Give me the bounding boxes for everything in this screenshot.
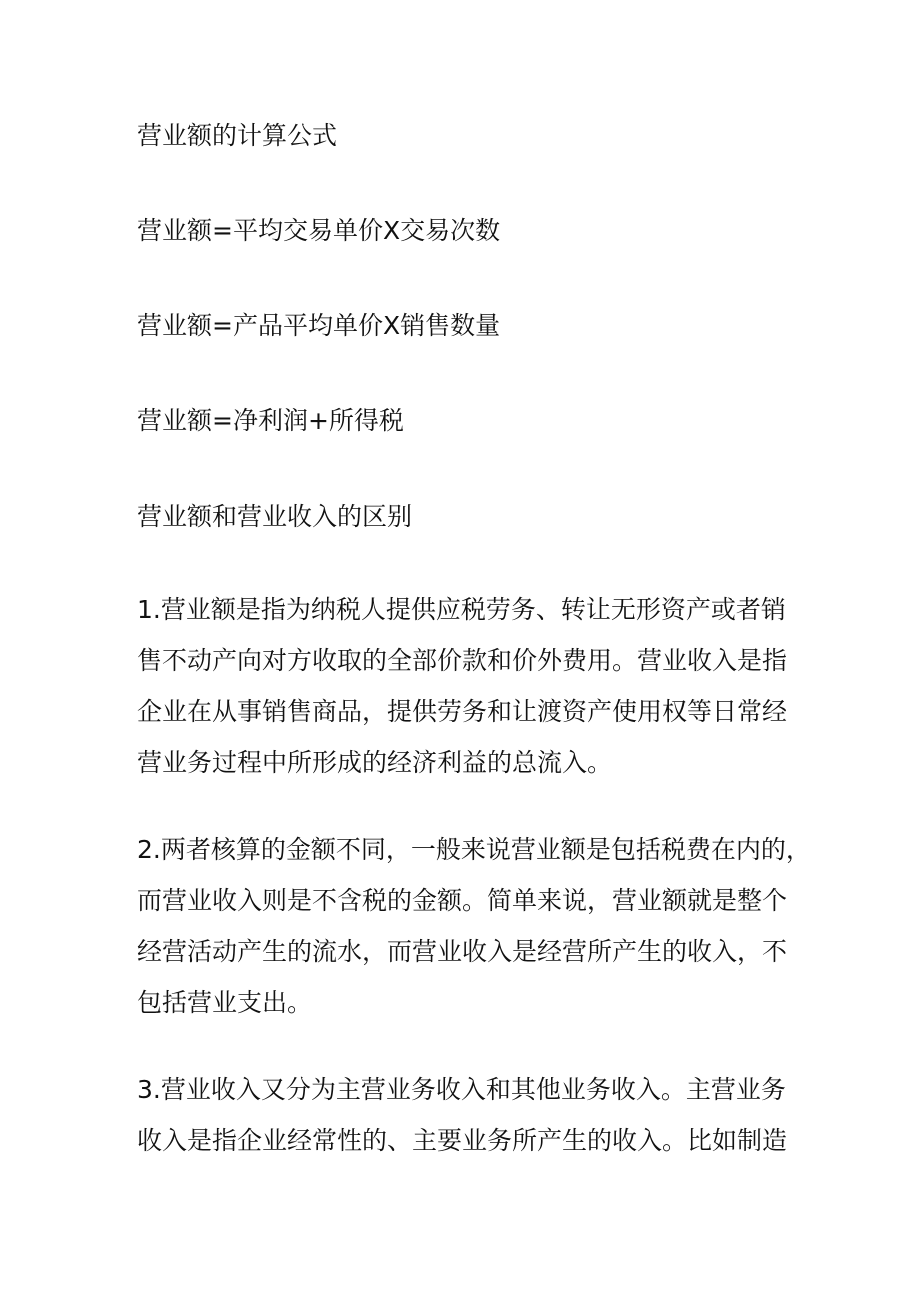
- paragraph-1: [137, 584, 797, 788]
- paragraph-2-line: 2.两者核算的金额不同，一般来说营业额是包括税费在内的，: [137, 835, 811, 864]
- formula-2: 营业额=产品平均单价X销售数量: [137, 311, 501, 340]
- paragraph-3: [137, 1064, 797, 1166]
- heading-formula: 营业额的计算公式: [137, 121, 338, 150]
- formula-1: 营业额=平均交易单价X交易次数: [137, 216, 501, 245]
- paragraph-1-line: 售不动产向对方收取的全部价款和价外费用。营业收入是指: [137, 646, 788, 675]
- paragraph-1-line: 1.营业额是指为纳税人提供应税劳务、转让无形资产或者销: [137, 595, 786, 624]
- paragraph-1-line: 企业在从事销售商品，提供劳务和让渡资产使用权等日常经: [137, 697, 788, 726]
- paragraph-3-line: 3.营业收入又分为主营业务收入和其他业务收入。主营业务: [137, 1075, 786, 1104]
- heading-difference: 营业额和营业收入的区别: [137, 502, 413, 531]
- paragraph-1-line: 营业务过程中所形成的经济利益的总流入。: [137, 748, 613, 777]
- paragraph-2-line: 而营业收入则是不含税的金额。简单来说，营业额就是整个: [137, 886, 788, 915]
- paragraph-2: [137, 824, 811, 1028]
- paragraph-2-line: 包括营业支出。: [137, 988, 313, 1017]
- paragraph-3-line: 收入是指企业经常性的、主要业务所产生的收入。比如制造: [137, 1126, 788, 1155]
- paragraph-2-line: 经营活动产生的流水，而营业收入是经营所产生的收入，不: [137, 937, 788, 966]
- formula-3: 营业额=净利润+所得税: [137, 406, 404, 435]
